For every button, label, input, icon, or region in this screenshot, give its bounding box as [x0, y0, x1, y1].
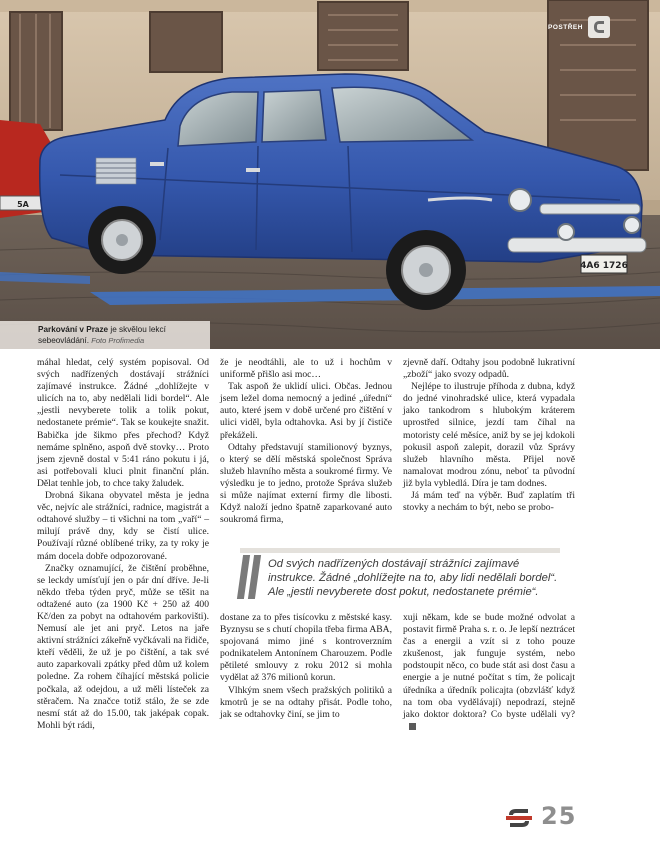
paragraph: Já mám teď na výběr. Buď zaplatím tři stovky a nechám to být, nebo se probo- — [403, 490, 575, 514]
article-column-3-bottom — [403, 612, 575, 733]
paragraph-text: xuji někam, kde se bude možné odvolat a postavit firmě Praha s. r. o. Je lepší neztrácet čas a energii a vzít si z toho pouze zkušenost, jak funguje systém, nebo podstoupit něco, co bude stát asi dost času a energie a je nutné počítat s tím, že policajt úředníka a úředník policajta (obzvlášť když na tom oba vydělávají) nepodrazí, stejně jako doktor doktora? Co byste udělali vy? — [403, 612, 575, 720]
article-column-1 — [37, 357, 209, 732]
paragraph: zjevně daří. Odtahy jsou podobně lukrativní „zboží“ jako svozy odpadů. — [403, 357, 575, 381]
article-column-3-top — [403, 357, 575, 514]
end-of-article-icon — [409, 723, 416, 730]
blue-skoda-car-photo — [0, 0, 660, 349]
photo-credit: Foto Profimedia — [91, 336, 145, 345]
article-photo — [0, 0, 660, 349]
pull-quote — [240, 548, 560, 600]
photo-caption — [0, 321, 210, 349]
paragraph: máhal hledat, celý systém popisoval. Od svých nadřízených dostávají strážníci zajímavé instrukce. Žádné „dohlížejte v ulicích na to, aby nedělali lidi bordel“. Ale „jestli nevyberete tolik a tolik pokut, nedostanete prémie“. Tak se koukejte snažit. Babička jde šikmo přes přechod? Když nemáme splněno, aspoň dvě stovky… Proto jsem zjevně dostal v 5:41 ráno pokutu i já, asi potřebovali kluci plnit finanční plán. Dělat tenhle job, to chce taky žaludek. — [37, 357, 209, 489]
paragraph: Drobná šikana obyvatel města je jedna věc, nejvíc ale strážníci, radnice, magistrát a odtahové služby – ti všichni na tom „vaří“ – milují právě dny, kdy se čistí ulice. Používají různé oblíbené triky, za ty roky je mám docela dobře odpozorované. — [37, 490, 209, 562]
paragraph: Značky oznamující, že čištění proběhne, se leckdy umísťují jen o pár dní dříve. Je-li někdo třeba týden pryč, může se těšit na odtažené auto (za 1900 Kč + 250 až 400 Kč/den za pobyt na odtahovém parkovišti). Nemusí ale jet ani pryč. Letos na jaře aktivní strážníci zákeřně vyčkávali na řidiče, kteří věděli, že už je po čištění, a tak své auto zaparkovali zpátky před dům už kolem poledne. Za rohem číhající městská policie počkala, až odejdou, a už měli lísteček za stěračem. Na značce totiž stálo, že se zde nesmí stát až do 15.00, tak jaképak copak. Mohli být rádi, — [37, 562, 209, 731]
section-label: POSTŘEH — [548, 23, 583, 31]
left-plate-text: 5A — [17, 200, 29, 209]
magazine-logo-icon — [588, 16, 610, 38]
pull-quote-text: Od svých nadřízených dostávají strážníci zajímavé instrukce. Žádné „dohlížejte na to, aby lidi nedělali bordel“. Ale „jestli nevyberete dost pokut, nedostanete prémie“. — [268, 558, 558, 599]
page-number: 25 — [541, 802, 577, 830]
paragraph: Vlhkým snem všech pražských politiků a kmotrů je se na odtahy přisát. Podle toho, jak se odtahovky činí, se jim to — [220, 684, 392, 720]
article-column-2-top — [220, 357, 392, 526]
caption-bold: Parkování v Praze — [38, 325, 109, 334]
magazine-logo-icon — [506, 807, 532, 829]
article-column-2-bottom — [220, 612, 392, 721]
caption-text: je skvělou lekcí sebeovládání. — [38, 325, 166, 345]
paragraph: Nejlépe to ilustruje příhoda z dubna, když do jedné vinohradské ulice, která vypadala jako tankodrom s hlubokým kráterem uprostřed silnice, jezdí tam číhal na motoristy celé měsíce, aniž by se jej kdokoli pokusil aspoň zalepit, dorazil vůz Správy služeb hlavního města. Přijel nově namalovat modrou zónu, neboť ta původní již byla vybledlá. Díra je tam dodnes. — [403, 381, 575, 489]
paragraph: dostane za to přes tisícovku z městské kasy. Byznysu se s chutí chopila třeba firma ABA, spojovaná mimo jiné s kontroverzním podnikatelem Antonínem Charouzem. Podle pětileté smlouvy z roku 2012 si mohla vydělat až 376 milionů korun. — [220, 612, 392, 684]
quote-mark-icon — [240, 555, 260, 599]
section-tag — [548, 14, 610, 40]
pull-quote-bar — [240, 548, 560, 553]
paragraph: Tak aspoň že uklidí ulici. Občas. Jednou jsem ležel doma nemocný a jediné „úřední“ auto, které jsem v době určené pro čištění v ulici viděl, byla odtahovka. Asi by jí čističe překáželi. — [220, 381, 392, 441]
paragraph: že je neodtáhli, ale to už i hochům v uniformě přišlo asi moc… — [220, 357, 392, 381]
paragraph: Odtahy představují stamilionový byznys, o který se dělí městská společnost Správa služeb hlavního města a soukromé firmy. Ve výsledku je to jedno, protože Správa služeb si může najímat externí firmy dle libosti. Když naloží jedno špatně zaparkované auto soukromá firma, — [220, 441, 392, 526]
license-plate-text: 4A6 1726 — [580, 261, 628, 271]
paragraph — [403, 612, 575, 733]
